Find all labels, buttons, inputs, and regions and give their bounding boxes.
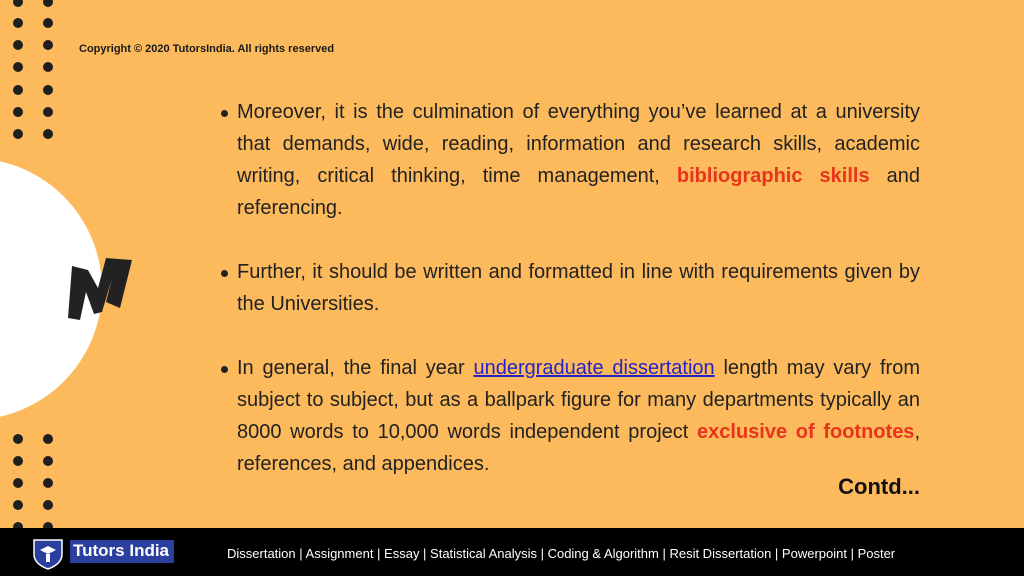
- bullet-text: Moreover, it is the culmination of everything you’ve learned at a university that demands, wide, reading, information and research skills, academic writing, critical thinking, time management,: [237, 101, 920, 187]
- bullet-text: length may vary from subject to subject, but as a ballpark figure for many departments typically an 8000 words to 10,000 words independent project: [237, 357, 920, 443]
- bullet-text: , references, and appendices.: [237, 421, 920, 475]
- zigzag-decoration-icon: [64, 252, 136, 324]
- bullet-text: In general, the final year: [237, 357, 474, 379]
- bullet-point-3: [218, 352, 920, 480]
- bullet-text: and referencing.: [237, 165, 921, 219]
- footer-services: Dissertation | Assignment | Essay | Statistical Analysis | Coding & Algorithm | Resit Dissertation | Powerpoint | Poster: [227, 546, 896, 561]
- highlight-bibliographic-skills: bibliographic skills: [676, 165, 870, 187]
- brand-name: Tutors India: [70, 540, 174, 563]
- shield-logo-icon: [30, 538, 66, 570]
- footer-bar: [0, 528, 1024, 576]
- highlight-exclusive-of-footnotes: exclusive of footnotes: [697, 421, 915, 443]
- contd-label: Contd...: [838, 474, 920, 499]
- copyright-notice: Copyright © 2020 TutorsIndia. All rights reserved: [79, 43, 335, 55]
- bullet-point-2: [218, 256, 920, 320]
- bullet-point-1: [218, 96, 920, 224]
- bullet-text: Further, it should be written and formatted in line with requirements given by the Universities.: [237, 261, 920, 315]
- bullet-list: [218, 96, 920, 512]
- undergraduate-dissertation-link[interactable]: undergraduate dissertation: [473, 357, 715, 379]
